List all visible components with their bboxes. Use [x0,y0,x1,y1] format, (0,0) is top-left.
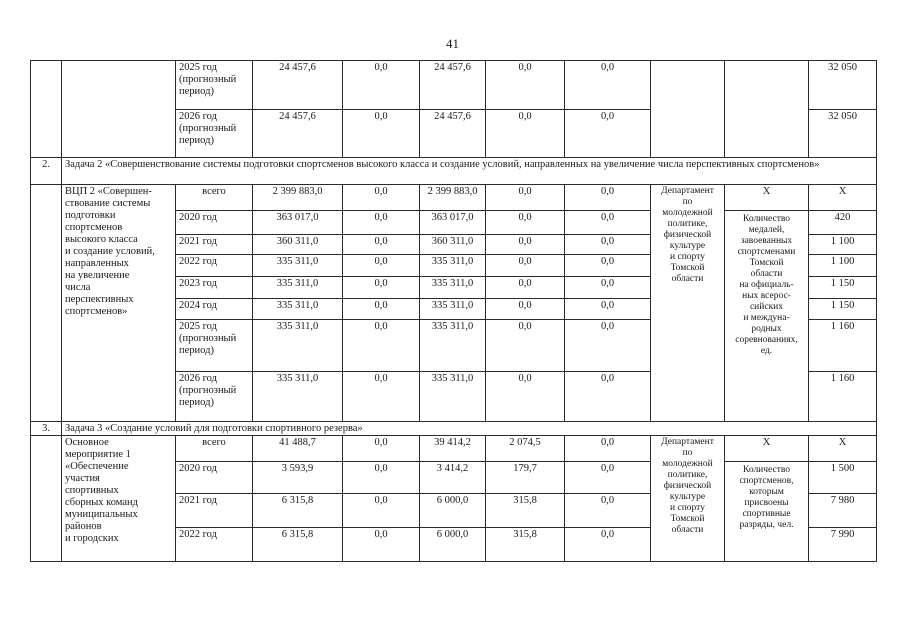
year-cell: 2022 год [176,528,253,562]
local-cell: 0,0 [486,185,565,211]
indicator-header-x: Х [725,436,809,462]
total-cell: 335 311,0 [253,372,343,422]
local-cell: 179,7 [486,462,565,494]
federal-cell: 0,0 [343,255,420,277]
indicator-value-cell: 1 150 [809,277,877,299]
indicator-name: Количество медалей, завоеванных спортсменами Томской области на официаль- ных всерос- сийских и междуна- родных соревнованиях, ед. [725,211,809,422]
executor-name: Департамент по молодежной политике, физической культуре и спорту Томской области [651,185,725,422]
federal-cell: 0,0 [343,211,420,235]
local-cell: 0,0 [486,320,565,372]
extra-cell: 0,0 [565,528,651,562]
total-cell: 360 311,0 [253,235,343,255]
local-cell: 0,0 [486,110,565,158]
total-cell: 335 311,0 [253,277,343,299]
program-name: Основное мероприятие 1 «Обеспечение участия спортивных сборных команд муниципальных районов и городских [62,436,176,562]
regional-cell: 24 457,6 [420,110,486,158]
year-cell: 2021 год [176,235,253,255]
federal-cell: 0,0 [343,235,420,255]
extra-cell: 0,0 [565,277,651,299]
table-row [31,436,877,462]
task-heading-row [31,422,877,436]
local-cell: 0,0 [486,299,565,320]
total-cell: 335 311,0 [253,255,343,277]
extra-cell: 0,0 [565,235,651,255]
extra-cell: 0,0 [565,299,651,320]
federal-cell: 0,0 [343,185,420,211]
local-cell: 0,0 [486,372,565,422]
task-number: 2. [31,158,62,185]
total-cell: 335 311,0 [253,299,343,320]
regional-cell: 6 000,0 [420,528,486,562]
local-cell: 0,0 [486,61,565,110]
indicator-cell [725,61,809,158]
local-cell: 0,0 [486,255,565,277]
federal-cell: 0,0 [343,61,420,110]
program-cell [62,61,176,158]
task-heading-row [31,158,877,185]
year-cell: 2020 год [176,462,253,494]
regional-cell: 335 311,0 [420,320,486,372]
indicator-value-cell: 32 050 [809,110,877,158]
number-cell [31,436,62,562]
year-cell: всего [176,436,253,462]
local-cell: 2 074,5 [486,436,565,462]
local-cell: 0,0 [486,211,565,235]
total-cell: 24 457,6 [253,110,343,158]
year-cell: 2023 год [176,277,253,299]
total-cell: 3 593,9 [253,462,343,494]
indicator-value-cell: 1 160 [809,320,877,372]
program-name: ВЦП 2 «Совершен- ствование системы подготовки спортсменов высокого класса и создание условий, направленных на увеличение числа перспективных спортсменов» [62,185,176,422]
task-title: Задача 2 «Совершенствование системы подготовки спортсменов высокого класса и создание условий, направленных на увеличение числа перспективных спортсменов» [62,158,877,185]
federal-cell: 0,0 [343,110,420,158]
year-cell: всего [176,185,253,211]
task-number: 3. [31,422,62,436]
task-title: Задача 3 «Создание условий для подготовки спортивного резерва» [62,422,877,436]
year-cell: 2022 год [176,255,253,277]
regional-cell: 360 311,0 [420,235,486,255]
total-cell: 6 315,8 [253,494,343,528]
regional-cell: 363 017,0 [420,211,486,235]
indicator-value-cell: Х [809,436,877,462]
year-cell: 2026 год (прогнозный период) [176,372,253,422]
extra-cell: 0,0 [565,255,651,277]
number-cell [31,185,62,422]
indicator-value-cell: 1 160 [809,372,877,422]
federal-cell: 0,0 [343,436,420,462]
indicator-value-cell: 1 100 [809,235,877,255]
extra-cell: 0,0 [565,185,651,211]
indicator-value-cell: 420 [809,211,877,235]
year-cell: 2025 год (прогнозный период) [176,320,253,372]
regional-cell: 335 311,0 [420,255,486,277]
federal-cell: 0,0 [343,494,420,528]
indicator-value-cell: 1 100 [809,255,877,277]
extra-cell: 0,0 [565,320,651,372]
total-cell: 24 457,6 [253,61,343,110]
total-cell: 335 311,0 [253,320,343,372]
total-cell: 6 315,8 [253,528,343,562]
table-row [31,185,877,211]
extra-cell: 0,0 [565,110,651,158]
indicator-value-cell: 1 150 [809,299,877,320]
table-row [31,61,877,110]
indicator-value-cell: 7 980 [809,494,877,528]
extra-cell: 0,0 [565,462,651,494]
extra-cell: 0,0 [565,372,651,422]
year-cell: 2021 год [176,494,253,528]
federal-cell: 0,0 [343,277,420,299]
federal-cell: 0,0 [343,299,420,320]
regional-cell: 6 000,0 [420,494,486,528]
indicator-value-cell: 32 050 [809,61,877,110]
regional-cell: 2 399 883,0 [420,185,486,211]
number-cell [31,61,62,158]
total-cell: 2 399 883,0 [253,185,343,211]
indicator-header-x: Х [725,185,809,211]
local-cell: 315,8 [486,528,565,562]
regional-cell: 3 414,2 [420,462,486,494]
federal-cell: 0,0 [343,528,420,562]
extra-cell: 0,0 [565,494,651,528]
budget-table [30,60,877,562]
page-number: 41 [446,36,459,51]
indicator-value-cell: Х [809,185,877,211]
extra-cell: 0,0 [565,61,651,110]
federal-cell: 0,0 [343,462,420,494]
local-cell: 0,0 [486,277,565,299]
total-cell: 41 488,7 [253,436,343,462]
year-cell: 2026 год (прогнозный период) [176,110,253,158]
federal-cell: 0,0 [343,372,420,422]
regional-cell: 335 311,0 [420,372,486,422]
year-cell: 2025 год (прогнозный период) [176,61,253,110]
year-cell: 2024 год [176,299,253,320]
regional-cell: 24 457,6 [420,61,486,110]
local-cell: 0,0 [486,235,565,255]
indicator-value-cell: 1 500 [809,462,877,494]
indicator-name: Количество спортсменов, которым присвоены спортивные разряды, чел. [725,462,809,562]
regional-cell: 39 414,2 [420,436,486,462]
extra-cell: 0,0 [565,211,651,235]
year-cell: 2020 год [176,211,253,235]
federal-cell: 0,0 [343,320,420,372]
executor-name: Департамент по молодежной политике, физической культуре и спорту Томской области [651,436,725,562]
regional-cell: 335 311,0 [420,299,486,320]
total-cell: 363 017,0 [253,211,343,235]
extra-cell: 0,0 [565,436,651,462]
local-cell: 315,8 [486,494,565,528]
indicator-value-cell: 7 990 [809,528,877,562]
executor-cell [651,61,725,158]
regional-cell: 335 311,0 [420,277,486,299]
